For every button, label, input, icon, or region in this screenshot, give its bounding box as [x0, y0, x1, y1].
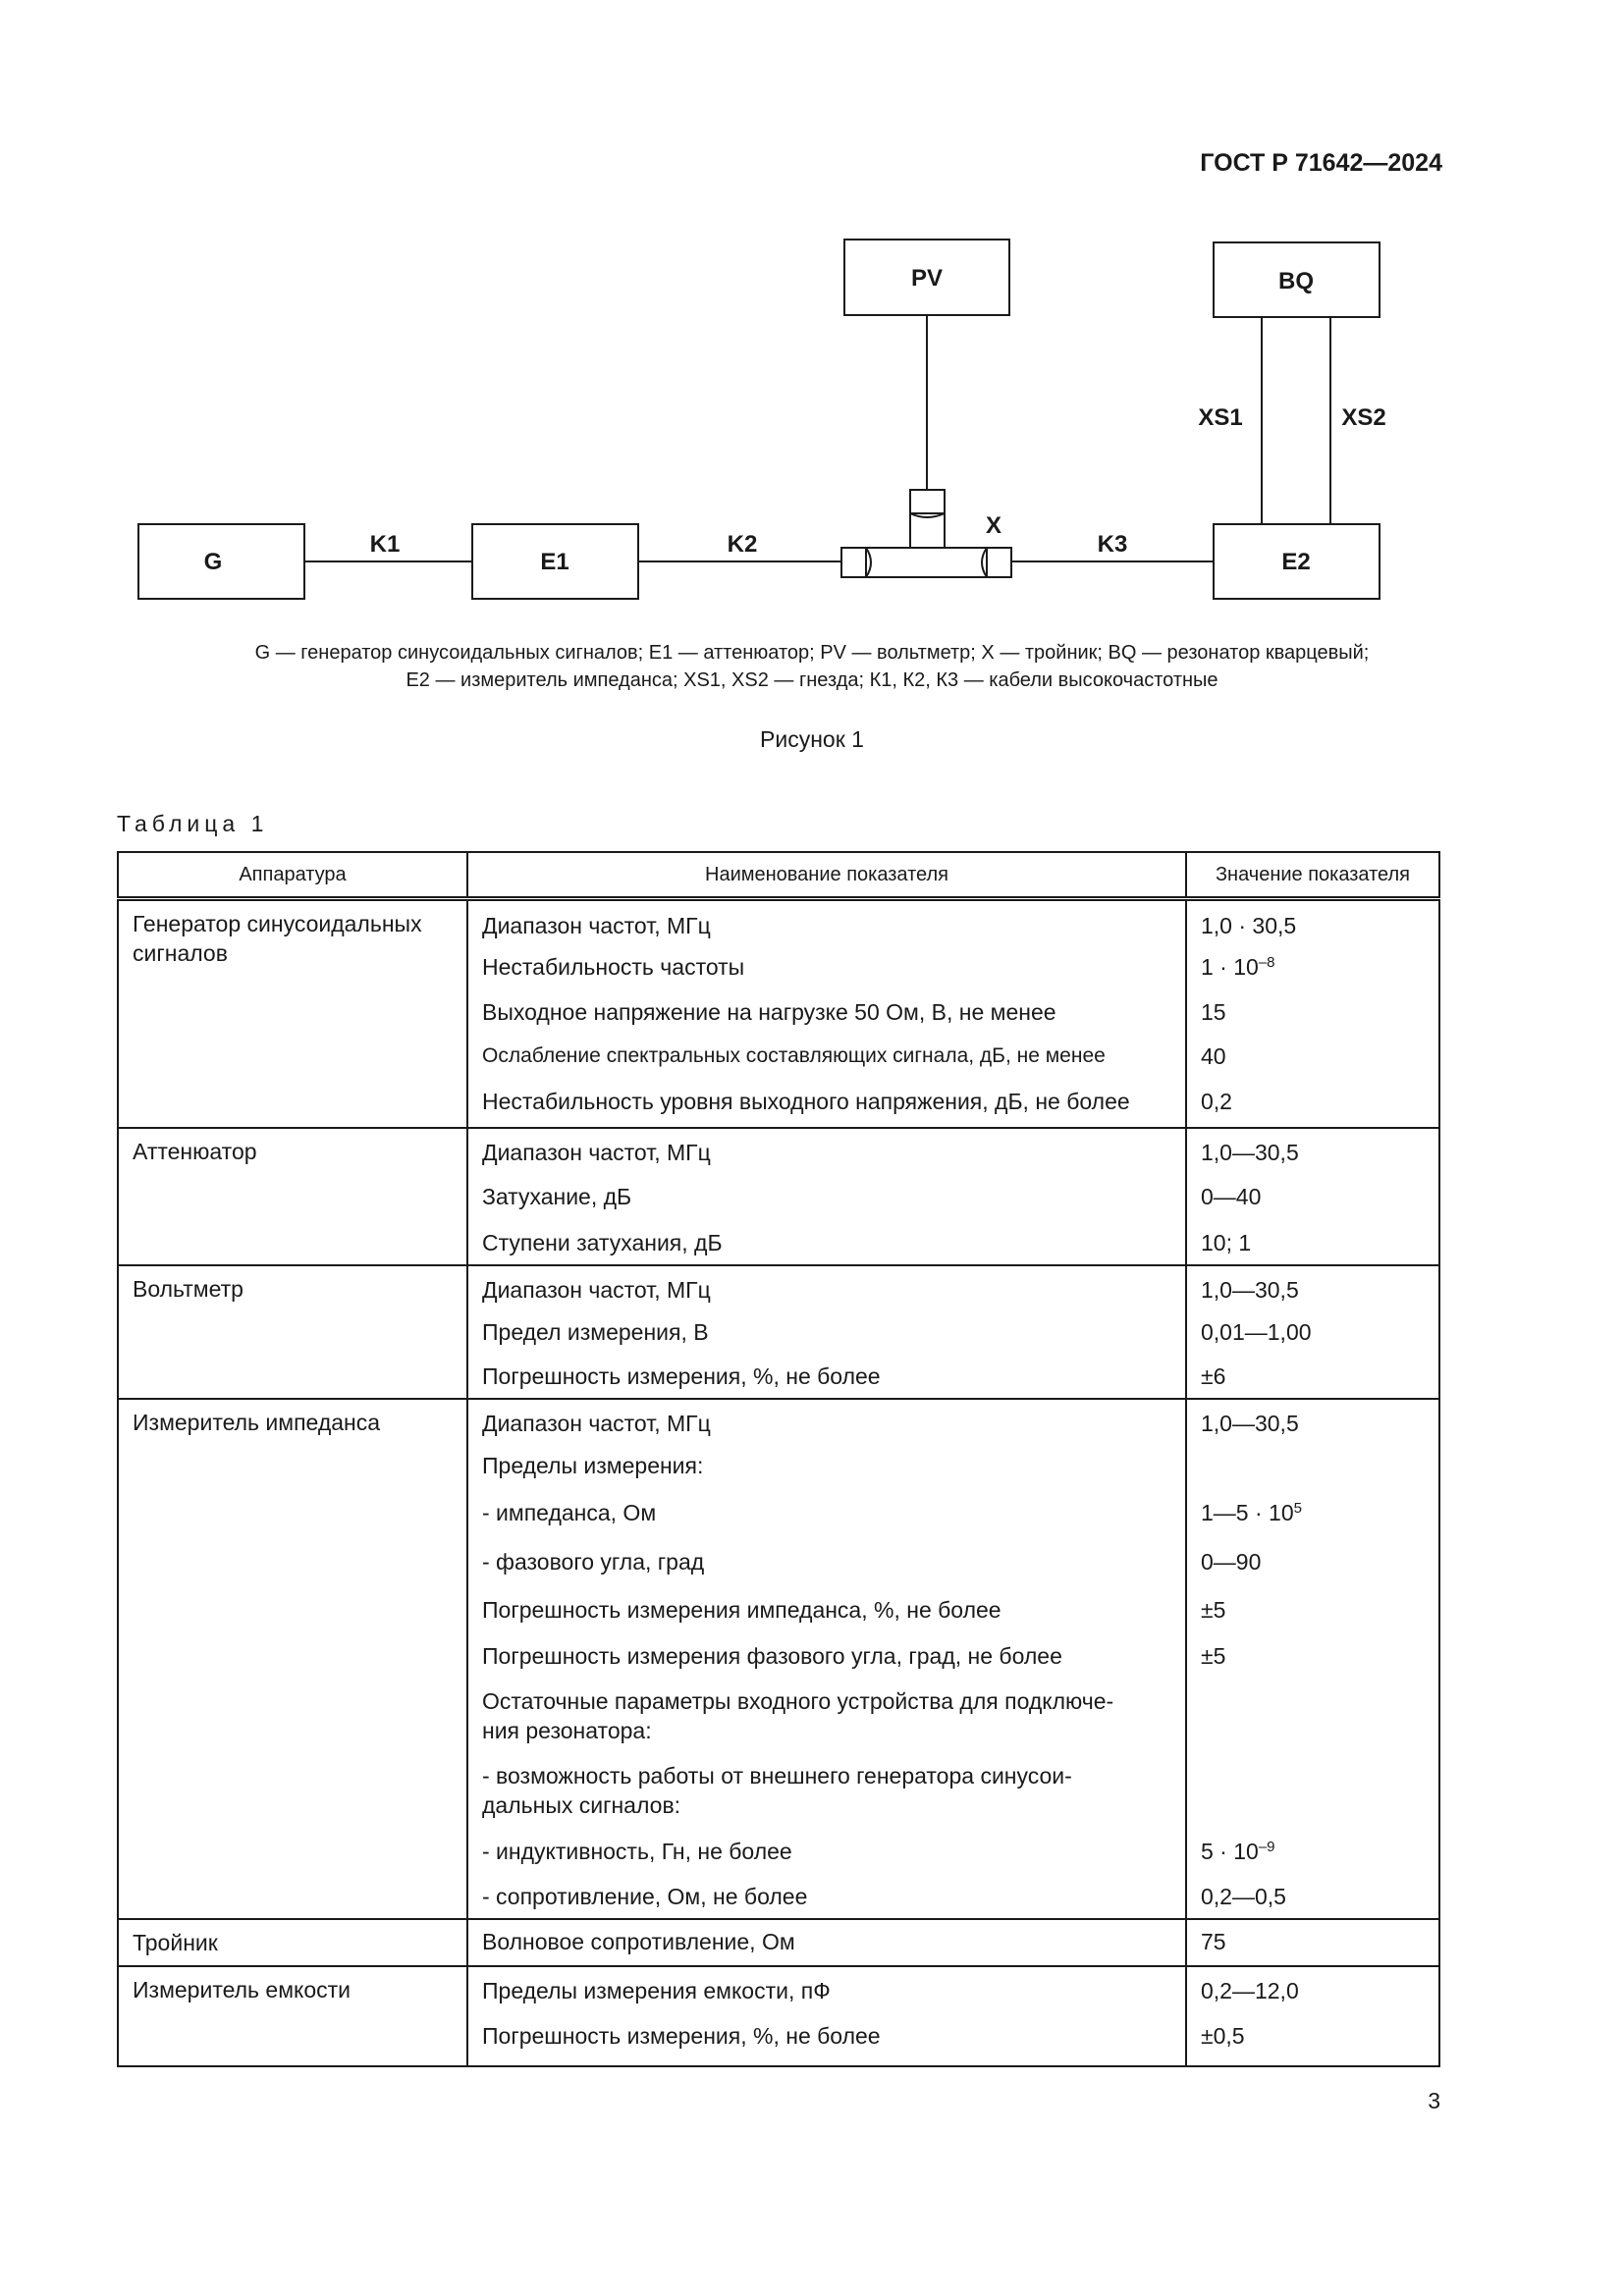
indicator-cell: - фазового угла, град — [482, 1549, 705, 1575]
indicator-cell: Погрешность измерения, %, не более — [482, 2023, 881, 2049]
block-g-label: G — [203, 549, 223, 575]
apparatus-impedance: Измеритель импеданса — [118, 1399, 467, 1919]
table-group-impedance — [118, 1399, 1439, 1919]
indicator-cell: Погрешность измерения импеданса, %, не более — [482, 1597, 1001, 1623]
document-code: ГОСТ Р 71642—2024 — [1200, 149, 1442, 177]
connection-diagram — [0, 0, 1624, 628]
apparatus-generator: Генератор синусоидальных сигналов — [118, 899, 467, 1129]
apparatus-capacitance: Измеритель емкости — [118, 1966, 467, 2066]
indicator-cell: Погрешность измерения фазового угла, град, не более — [482, 1643, 1062, 1669]
value-cell: ±6 — [1201, 1363, 1226, 1389]
header-value: Значение показателя — [1186, 852, 1439, 899]
cable-k3-label: K3 — [1097, 531, 1128, 558]
value-cell: 15 — [1201, 998, 1226, 1025]
block-bq-label: BQ — [1278, 268, 1314, 294]
indicator-cell: - импеданса, Ом — [482, 1500, 657, 1525]
figure-legend-line-2: Е2 — измеритель импеданса; XS1, XS2 — гнезда; К1, К2, К3 — кабели высокочастотные — [406, 669, 1218, 691]
indicator-cell: Пределы измерения емкости, пФ — [482, 1978, 831, 2003]
value-cell: 1,0—30,5 — [1201, 1411, 1299, 1436]
value-cell: $1 \cdot 10^{-8}$ — [1201, 954, 1275, 980]
value-cell: 1,0—30,5 — [1201, 1277, 1299, 1303]
indicator-cell: Диапазон частот, МГц — [482, 1140, 711, 1165]
indicator-cell: Ослабление спектральных составляющих сигнала, дБ, не менее — [482, 1043, 1106, 1067]
value-cell: ±5 — [1201, 1597, 1226, 1623]
block-e2-label: E2 — [1281, 549, 1311, 575]
indicator-cell: - сопротивление, Ом, не более — [482, 1884, 808, 1909]
indicator-cell: Остаточные параметры входного устройства для подключе- ния резонатора: — [482, 1688, 1114, 1743]
apparatus-attenuator: Аттенюатор — [118, 1128, 467, 1265]
table-header-row — [118, 852, 1439, 899]
value-cell: 1,0—30,5 — [1201, 1140, 1299, 1165]
figure-caption: Рисунок 1 — [760, 726, 864, 752]
indicator-cell: Диапазон частот, МГц — [482, 913, 711, 938]
socket-xs2-label: XS2 — [1341, 404, 1386, 431]
indicator-cell: Нестабильность уровня выходного напряжения, дБ, не более — [482, 1089, 1130, 1114]
value-cell — [1187, 1443, 1438, 1488]
specification-table — [117, 851, 1440, 2067]
block-pv-label: PV — [910, 265, 944, 292]
apparatus-voltmeter: Вольтметр — [118, 1265, 467, 1399]
value-cell: 10; 1 — [1201, 1230, 1252, 1255]
indicator-cell: Волновое сопротивление, Ом — [482, 1929, 795, 1954]
indicator-cell: Диапазон частот, МГц — [482, 1411, 711, 1436]
value-cell: ±0,5 — [1201, 2023, 1245, 2049]
cable-k1-label: K1 — [369, 531, 401, 558]
value-cell — [1187, 1679, 1438, 1753]
value-cell: $5 \cdot 10^{-9}$ — [1201, 1839, 1275, 1864]
figure-legend-line-1: G — генератор синусоидальных сигналов; Е1 — аттенюатор; PV — вольтметр; Х — тройник; BQ — резонатор кварцевый; — [254, 642, 1370, 664]
indicator-cell: Диапазон частот, МГц — [482, 1277, 711, 1303]
value-cell: 0,01—1,00 — [1201, 1319, 1312, 1345]
table-group-voltmeter — [118, 1265, 1439, 1399]
value-cell — [1187, 1753, 1438, 1828]
indicator-cell: - индуктивность, Гн, не более — [482, 1839, 792, 1864]
page-number: 3 — [1428, 2088, 1440, 2113]
value-cell: 75 — [1201, 1929, 1226, 1954]
value-cell: 0,2—0,5 — [1201, 1884, 1286, 1909]
indicator-cell: Погрешность измерения, %, не более — [482, 1363, 881, 1389]
cable-k2-label: K2 — [727, 531, 758, 558]
table-group-capacitance — [118, 1966, 1439, 2066]
indicator-cell: Пределы измерения: — [482, 1453, 704, 1478]
value-cell: 40 — [1201, 1042, 1226, 1069]
value-cell: 0—90 — [1201, 1549, 1262, 1575]
indicator-cell: Предел измерения, В — [482, 1319, 709, 1345]
indicator-cell: Затухание, дБ — [482, 1184, 632, 1209]
table-caption: Таблица 1 — [117, 811, 269, 836]
indicator-cell: - возможность работы от внешнего генератора синусои- дальных сигналов: — [482, 1763, 1072, 1818]
indicator-cell: Выходное напряжение на нагрузке 50 Ом, В, не менее — [482, 998, 1056, 1025]
value-cell: 0,2 — [1201, 1089, 1232, 1114]
socket-xs1-label: XS1 — [1198, 404, 1243, 431]
value-cell: 0,2—12,0 — [1201, 1978, 1299, 2003]
value-cell: ±5 — [1201, 1643, 1226, 1669]
table-group-generator — [118, 899, 1439, 1129]
header-indicator: Наименование показателя — [467, 852, 1186, 899]
indicator-cell: Ступени затухания, дБ — [482, 1230, 723, 1255]
tee-x-label: X — [985, 512, 1002, 539]
table-group-tee — [118, 1919, 1439, 1966]
value-cell: 0—40 — [1201, 1184, 1262, 1209]
table-group-attenuator — [118, 1128, 1439, 1265]
indicator-cell: Нестабильность частоты — [482, 954, 745, 980]
block-e1-label: E1 — [540, 549, 569, 575]
value-cell: 1,0 · 30,5 — [1201, 913, 1297, 938]
header-apparatus: Аппаратура — [118, 852, 467, 899]
apparatus-tee: Тройник — [118, 1919, 467, 1966]
value-cell: 1—5 · $10^5$ — [1201, 1500, 1302, 1525]
